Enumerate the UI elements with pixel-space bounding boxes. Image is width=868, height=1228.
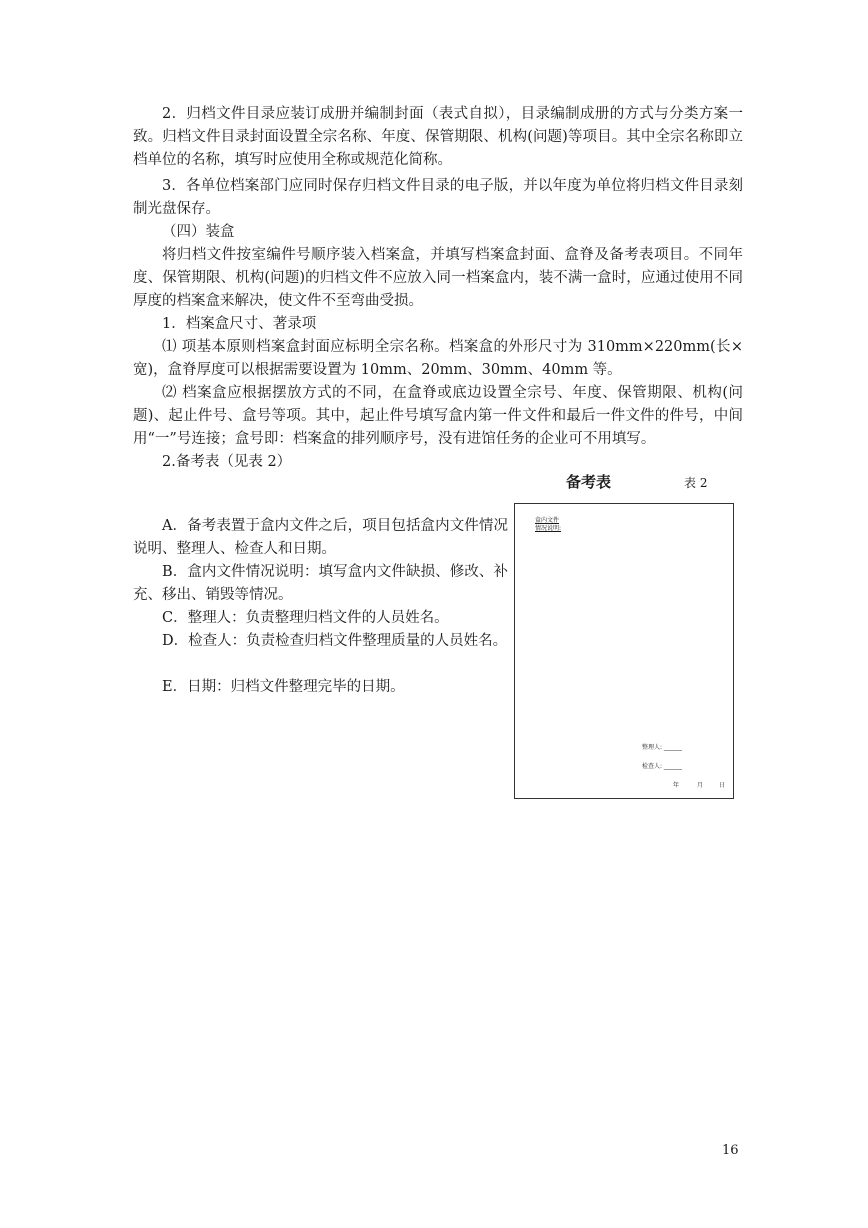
arranger-field: 整理人: ______ bbox=[642, 744, 682, 751]
list-item: D．检查人：负责检查归档文件整理质量的人员姓名。 bbox=[162, 633, 508, 649]
paragraph-box-size: ⑴ 项基本原则档案盒封面应标明全宗名称。档案盒的外形尺寸为 310mm×220mm(长×宽)，盒脊厚度可以根据需要设置为 10mm、20mm、30mm、40mm 等。 bbox=[133, 339, 743, 378]
table-number: 表 2 bbox=[684, 476, 708, 490]
list-item: A．备考表置于盒内文件之后，项目包括盒内文件情况说明、整理人、检查人和日期。 bbox=[133, 518, 508, 557]
paragraph-box-spine: ⑵ 档案盒应根据摆放方式的不同，在盒脊或底边设置全宗号、年度、保管期限、机构(问题)、起止件号、盒号等项。其中，起止件号填写盒内第一件文件和最后一件文件的件号，中间用“一”号连接；盒号即：档案盒的排列顺序号，没有进馆任务的企业可不用填写。 bbox=[133, 385, 743, 447]
paragraph-electronic-copy: 3．各单位档案部门应同时保存归档文件目录的电子版，并以年度为单位将归档文件目录刻制光盘保存。 bbox=[133, 178, 743, 217]
list-item: E．日期：归档文件整理完毕的日期。 bbox=[162, 679, 405, 695]
page-number: 16 bbox=[722, 1143, 739, 1158]
contents-description-label-1: 盒内文件 bbox=[535, 517, 560, 524]
subheading-remarks-table: 2.备考表（见表 2） bbox=[162, 454, 292, 470]
list-item: B．盒内文件情况说明：填写盒内文件缺损、修改、补充、移出、销毁等情况。 bbox=[133, 564, 508, 603]
paragraph-directory-binding: 2．归档文件目录应装订成册并编制封面（表式自拟），目录编制成册的方式与分类方案一致。归档文件目录封面设置全宗名称、年度、保管期限、机构(问题)等项目。其中全宗名称即立档单位的名称，填写时应使用全称或规范化简称。 bbox=[133, 106, 743, 168]
month-label: 月 bbox=[697, 782, 704, 789]
checker-field: 检查人: ______ bbox=[642, 763, 682, 770]
section-heading-boxing: （四）装盒 bbox=[162, 224, 235, 240]
year-label: 年 bbox=[673, 782, 680, 789]
day-label: 日 bbox=[719, 782, 726, 789]
list-item: C．整理人：负责整理归档文件的人员姓名。 bbox=[162, 610, 449, 626]
subheading-box-size: 1．档案盒尺寸、著录项 bbox=[162, 316, 317, 332]
paragraph-boxing: 将归档文件按室编件号顺序装入档案盒，并填写档案盒封面、盒脊及备考表项目。不同年度、保管期限、机构(问题)的归档文件不应放入同一档案盒内，装不满一盒时，应通过使用不同厚度的档案盒来解决，使文件不至弯曲受损。 bbox=[133, 247, 743, 309]
remarks-form bbox=[514, 503, 734, 799]
remarks-table-title: 备考表 bbox=[566, 473, 612, 491]
contents-description-label-2: 情况说明: bbox=[535, 525, 562, 532]
